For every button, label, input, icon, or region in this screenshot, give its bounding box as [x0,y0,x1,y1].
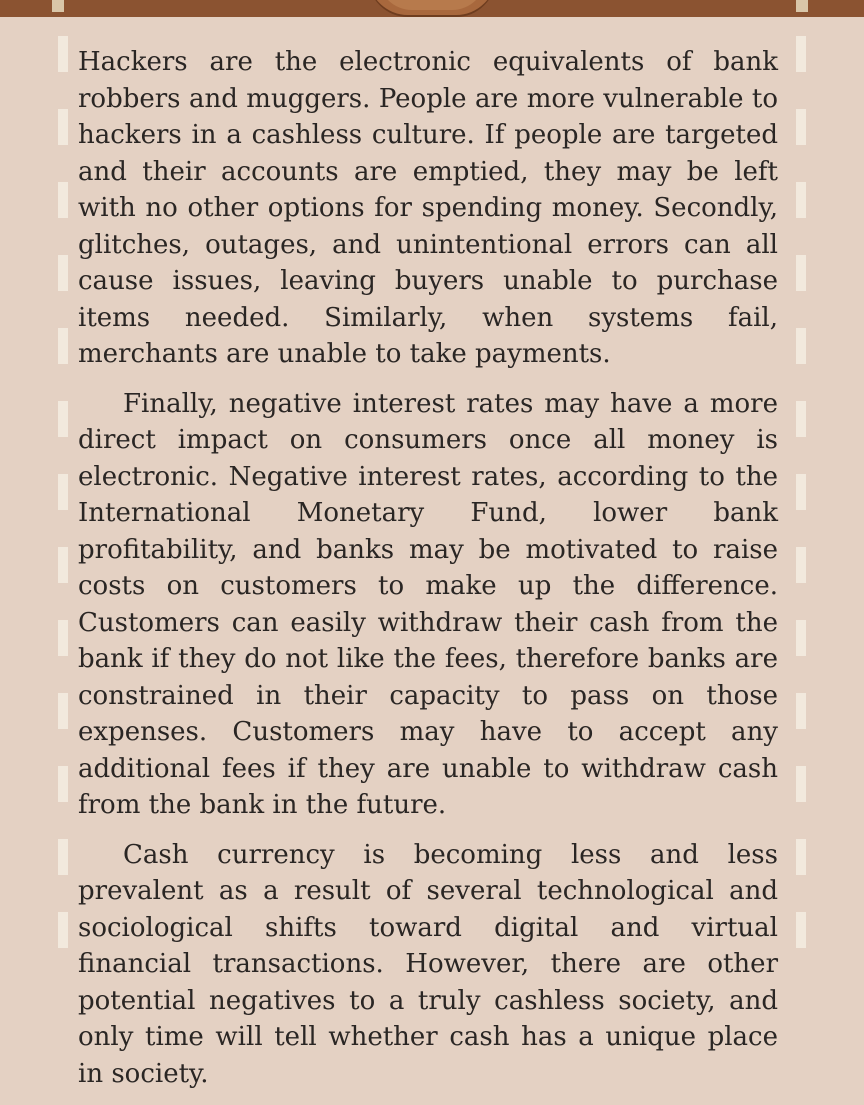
margin-tick [58,547,68,583]
right-margin-decoration [796,36,806,985]
margin-tick [58,474,68,510]
margin-tick [796,328,806,364]
margin-tick [58,255,68,291]
margin-tick [796,474,806,510]
margin-tick [58,693,68,729]
margin-tick [58,766,68,802]
margin-tick [796,36,806,72]
margin-tick [796,182,806,218]
header-tab-left [52,0,64,12]
header-tab-right [796,0,808,12]
article-body [78,44,778,1105]
margin-tick [58,401,68,437]
margin-tick [796,401,806,437]
margin-tick [796,766,806,802]
header-bar [0,0,864,17]
paragraph: Finally, negative interest rates may have a more direct impact on consumers once all money is electronic. Negative interest rates, according to the International Monetary Fund, lower bank profitability, and banks may be motivated to raise costs on customers to make up the difference. Customers can easily withdraw their cash from the bank if they do not like the fees, therefore banks are constrained in their capacity to pass on those expenses. Customers may have to accept any additional fees if they are unable to withdraw cash from the bank in the future. [78,388,778,820]
margin-tick [58,36,68,72]
margin-tick [796,693,806,729]
margin-tick [58,182,68,218]
margin-tick [58,328,68,364]
paragraph: Cash currency is becoming less and less prevalent as a result of several technological and sociological shifts toward digital and virtual financial transactions. However, there are other potential negatives to a truly cashless society, and only time will tell whether cash has a unique place in society. [78,839,778,1089]
margin-tick [796,620,806,656]
margin-tick [796,839,806,875]
margin-tick [58,912,68,948]
margin-tick [796,547,806,583]
margin-tick [796,255,806,291]
margin-tick [58,109,68,145]
margin-tick [796,912,806,948]
margin-tick [796,109,806,145]
margin-tick [58,620,68,656]
left-margin-decoration [58,36,68,985]
margin-tick [58,839,68,875]
paragraph: Hackers are the electronic equivalents of bank robbers and muggers. People are more vulnerable to hackers in a cashless culture. If people are targeted and their accounts are emptied, they may be left with no other options for spending money. Secondly, glitches, outages, and unintentional errors can all cause issues, leaving buyers unable to purchase items needed. Similarly, when systems fail, merchants are unable to take payments. [78,47,778,369]
